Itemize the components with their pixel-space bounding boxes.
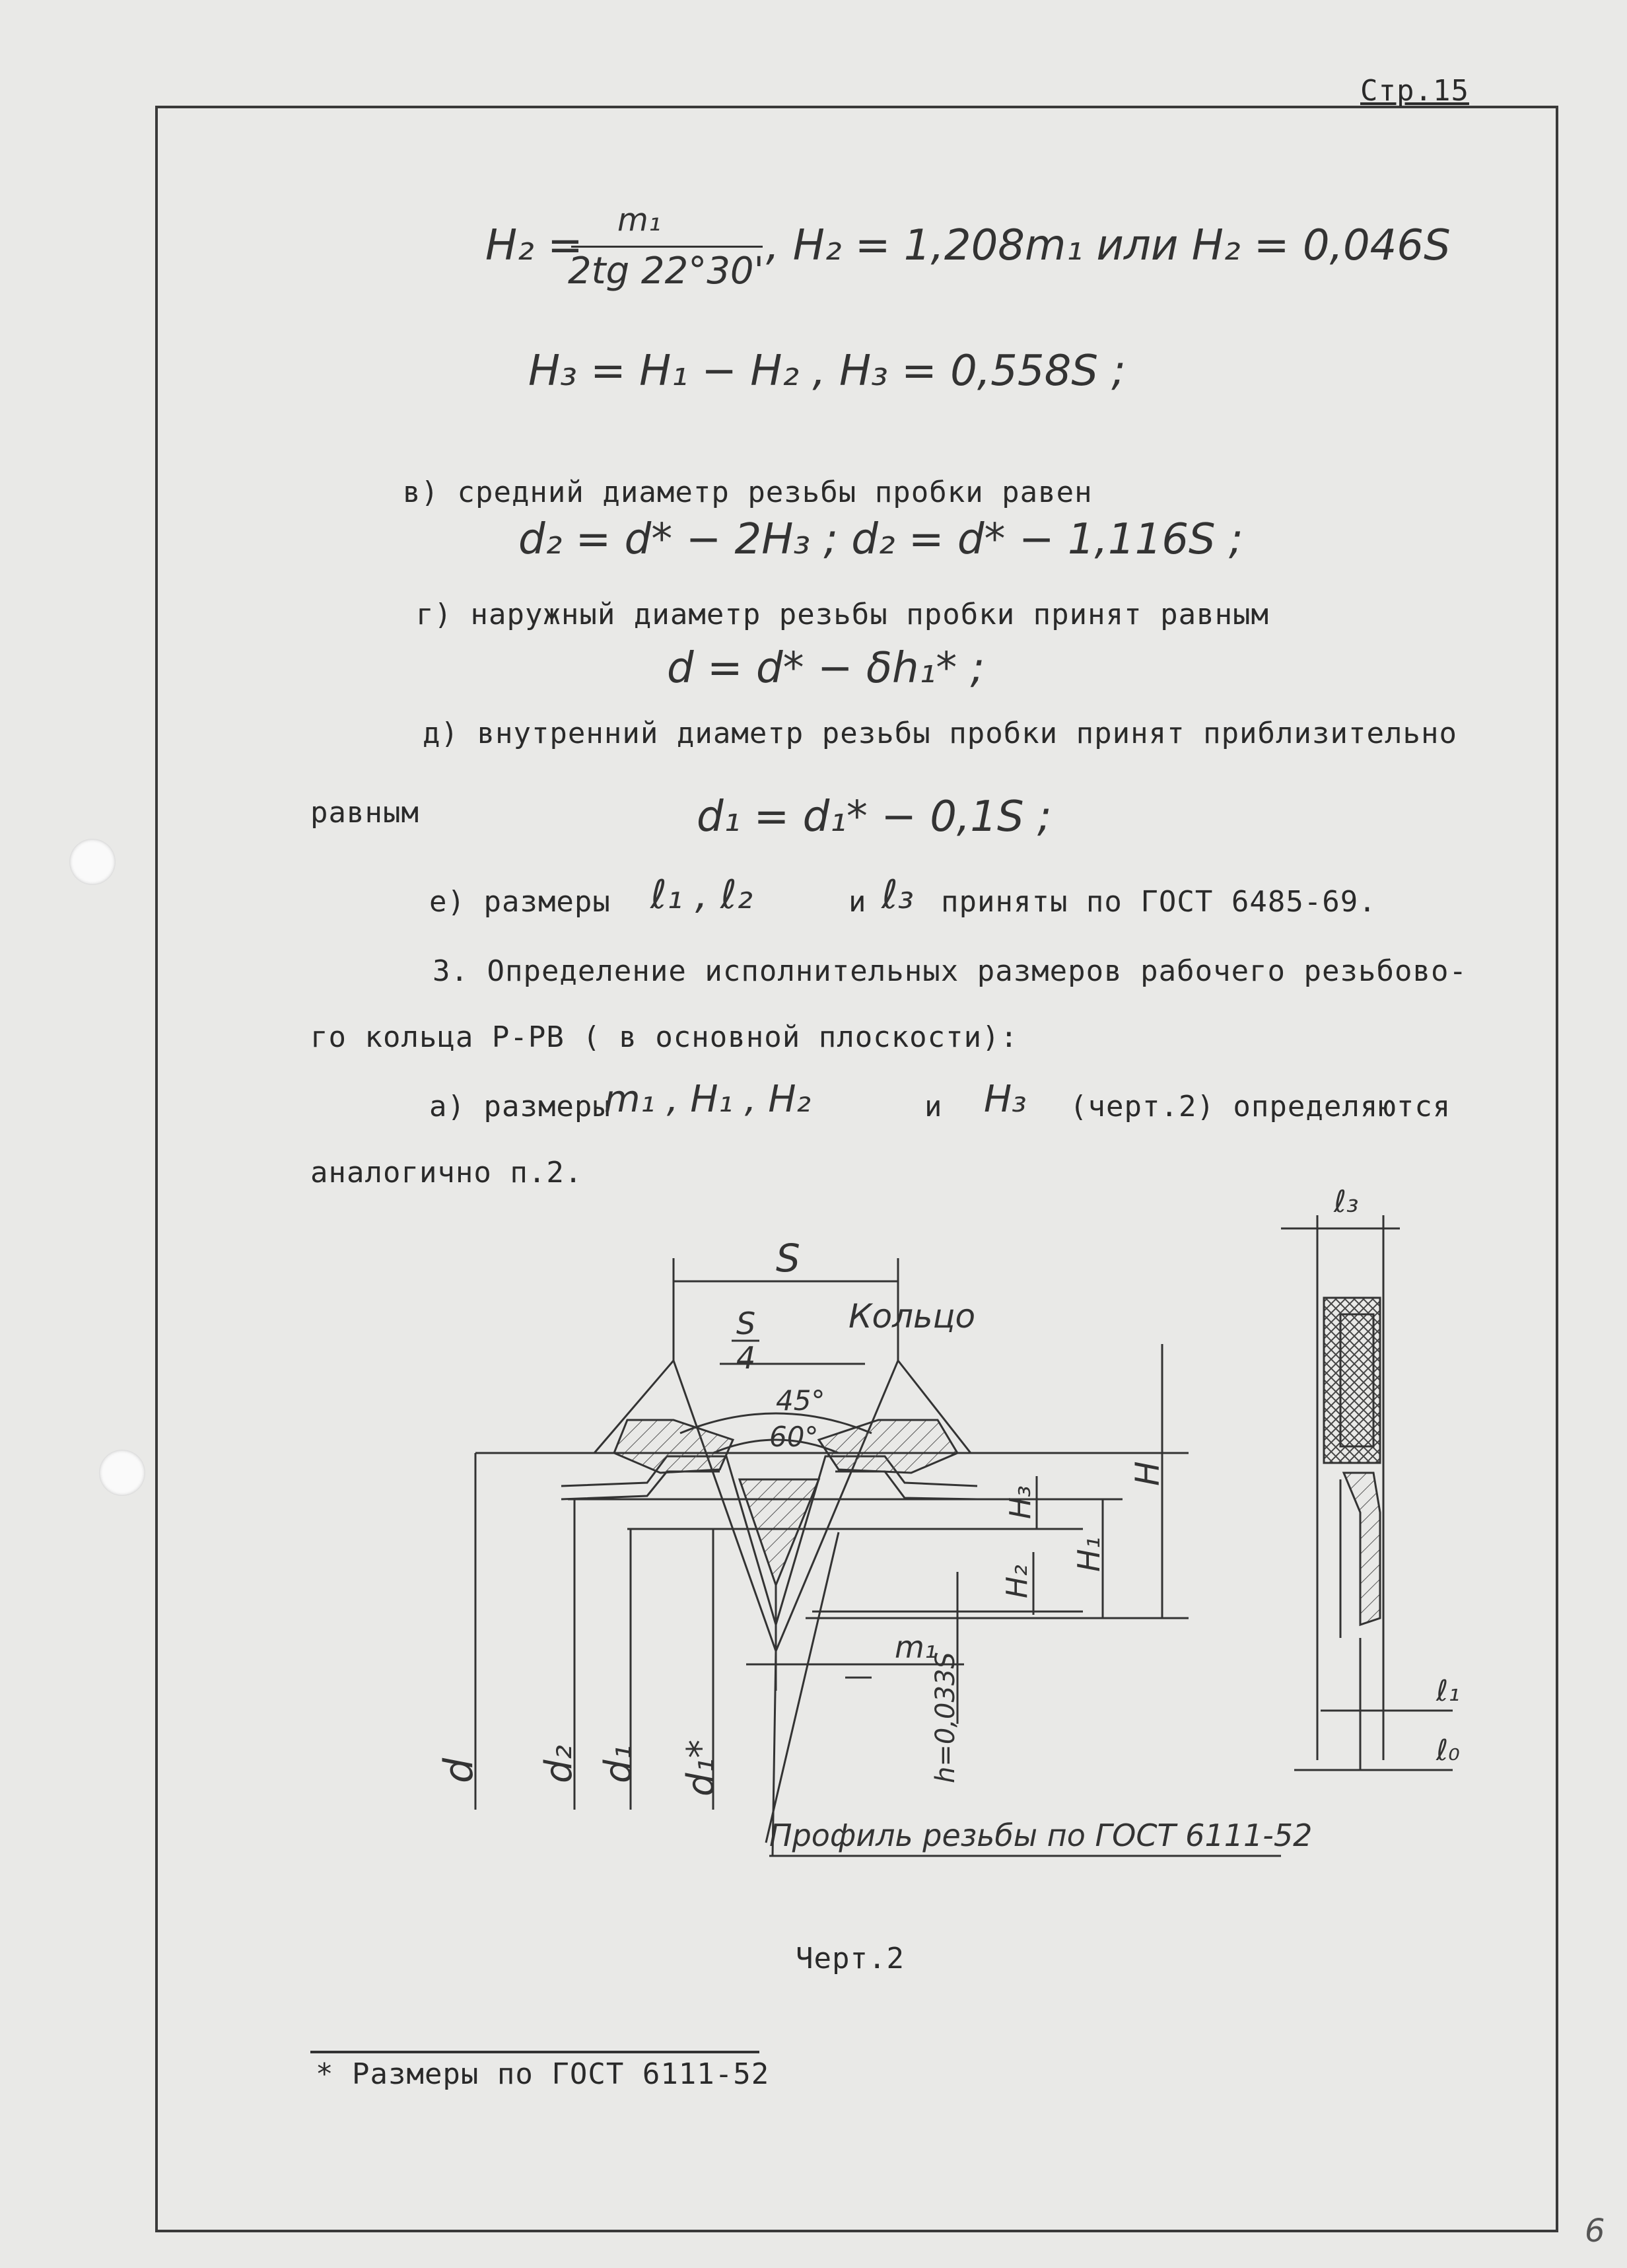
figure-caption: Черт.2 [796, 1942, 905, 1975]
item-a-suffix: (черт.2) определяются [1070, 1090, 1451, 1123]
item-a-line2: аналогично п.2. [310, 1156, 583, 1189]
formula-h2-rest: , H₂ = 1,208m₁ или H₂ = 0,046S [766, 221, 1451, 270]
label-angle-45: 45° [776, 1384, 825, 1417]
item-e-prefix: е) размеры [429, 885, 611, 919]
item-e-symbol-l3: ℓ₃ [882, 872, 914, 918]
label-h: h=0,033S [930, 1652, 961, 1783]
label-H3: H₃ [1004, 1485, 1037, 1519]
label-d: d [436, 1757, 482, 1783]
item-e-suffix: приняты по ГОСТ 6485-69. [941, 885, 1377, 919]
label-d2: d₂ [537, 1745, 580, 1783]
label-H1: H₁ [1071, 1536, 1107, 1572]
label-S: S [776, 1236, 800, 1281]
item-e-and: и [848, 885, 867, 919]
formula-d1: d₁ = d₁* − 0,1S ; [697, 793, 1052, 841]
item-g: г) наружный диаметр резьбы пробки принят равным [416, 598, 1270, 631]
page-number: Стр.15 [1360, 74, 1469, 108]
section3-line1: 3. Определение исполнительных размеров рабочего резьбово- [433, 954, 1467, 988]
profile-note: Профиль резьбы по ГОСТ 6111-52 [769, 1818, 1313, 1853]
item-e-symbols: ℓ₁ , ℓ₂ [650, 872, 753, 918]
formula-h3: H₃ = H₁ − H₂ , H₃ = 0,558S ; [528, 347, 1126, 396]
formula-h2-numerator: m₁ [617, 201, 661, 238]
label-d1-star: d₁* [679, 1740, 722, 1796]
label-S4-den: 4 [736, 1340, 756, 1376]
formula-h2-denominator: 2tg 22°30' [568, 250, 764, 293]
label-angle-60: 60° [769, 1421, 819, 1453]
ring-side-view [1281, 1215, 1453, 1770]
label-H: H [1128, 1461, 1167, 1486]
label-ring: Кольцо [848, 1297, 976, 1335]
label-S4-num: S [736, 1306, 756, 1341]
item-d-line1: д) внутренний диаметр резьбы пробки принят приблизительно [423, 717, 1457, 750]
label-l1: ℓ₁ [1436, 1674, 1460, 1708]
formula-d2: d₂ = d* − 2H₃ ; d₂ = d* − 1,116S ; [518, 515, 1243, 564]
item-v: в) средний диаметр резьбы пробки равен [403, 476, 1093, 509]
item-d-line2: равным [310, 796, 419, 830]
footnote: * Размеры по ГОСТ 6111-52 [316, 2057, 770, 2091]
item-a-symbol-h3: H₃ [984, 1078, 1027, 1121]
item-a-prefix: а) размеры [429, 1090, 611, 1123]
formula-d: d = d* − δh₁* ; [667, 644, 985, 693]
label-l3: ℓ₃ [1334, 1184, 1359, 1219]
label-H2: H₂ [1000, 1565, 1034, 1598]
footnote-rule [310, 2051, 759, 2053]
item-a-and: и [924, 1090, 943, 1123]
item-a-symbols: m₁ , H₁ , H₂ [604, 1078, 811, 1121]
label-d1: d₁ [597, 1745, 640, 1783]
corner-mark: 6 [1585, 2213, 1605, 2250]
section3-line2: го кольца Р-РВ ( в основной плоскости): [310, 1020, 1019, 1054]
formula-h2-lhs: H₂ = [485, 221, 583, 270]
label-l0: ℓ₀ [1436, 1734, 1460, 1767]
label-m1: m₁ [895, 1629, 937, 1665]
